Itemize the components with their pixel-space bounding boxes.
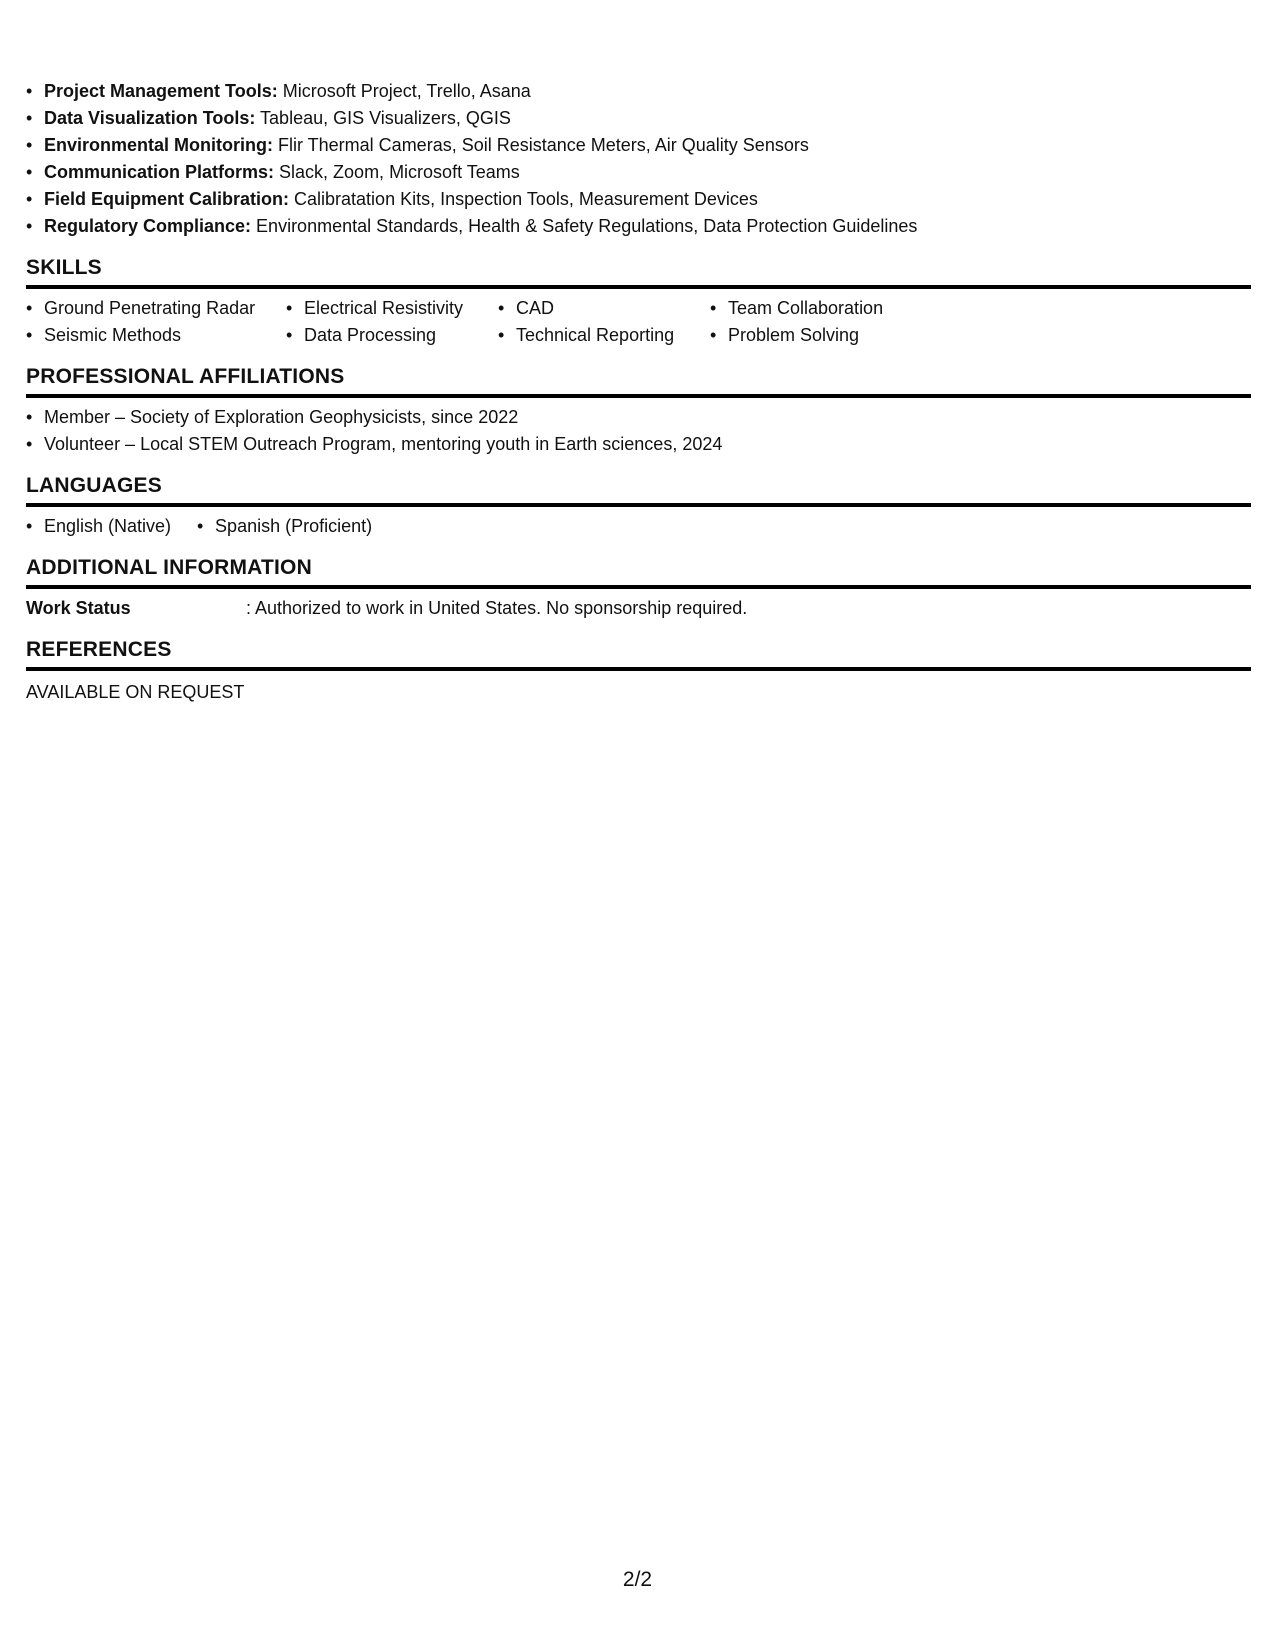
tool-category-label: Field Equipment Calibration: — [44, 189, 290, 209]
bullet-icon: • — [498, 298, 505, 318]
list-item — [26, 132, 1251, 159]
bullet-icon: • — [710, 298, 717, 318]
affiliations-section — [26, 363, 1251, 458]
affiliations-list — [26, 404, 1251, 458]
skill-label: CAD — [516, 298, 555, 318]
tool-category-label: Project Management Tools: — [44, 81, 278, 101]
skill-item — [498, 322, 710, 349]
list-item — [26, 404, 1251, 431]
skill-item — [498, 295, 710, 322]
bullet-icon: • — [710, 325, 717, 345]
tool-category-value: Slack, Zoom, Microsoft Teams — [274, 162, 520, 182]
skill-label: Team Collaboration — [728, 298, 884, 318]
tool-category-label: Environmental Monitoring: — [44, 135, 273, 155]
tool-category-label: Data Visualization Tools: — [44, 108, 256, 128]
bullet-icon: • — [26, 407, 33, 427]
tools-list — [26, 78, 1251, 240]
bullet-icon: • — [26, 325, 33, 345]
bullet-icon: • — [26, 108, 33, 128]
tool-category-value: Flir Thermal Cameras, Soil Resistance Meters, Air Quality Sensors — [273, 135, 809, 155]
list-item — [26, 431, 1251, 458]
bullet-icon: • — [286, 325, 293, 345]
languages-list — [26, 513, 1251, 540]
list-item — [26, 186, 1251, 213]
section-heading: REFERENCES — [26, 636, 1251, 671]
skill-label: Electrical Resistivity — [304, 298, 464, 318]
skill-item — [286, 295, 498, 322]
work-status-row — [26, 595, 1251, 622]
work-status-value: : Authorized to work in United States. No sponsorship required. — [246, 598, 748, 618]
skill-item — [710, 322, 970, 349]
bullet-icon: • — [197, 516, 204, 536]
skill-item — [286, 322, 498, 349]
bullet-icon: • — [26, 434, 33, 454]
additional-info-section — [26, 554, 1251, 622]
skill-label: Technical Reporting — [516, 325, 675, 345]
tool-category-value: Microsoft Project, Trello, Asana — [277, 81, 531, 101]
skills-grid — [26, 295, 1251, 349]
work-status-label: Work Status — [26, 598, 131, 618]
section-heading: ADDITIONAL INFORMATION — [26, 554, 1251, 589]
tool-category-value: Tableau, GIS Visualizers, QGIS — [255, 108, 511, 128]
bullet-icon: • — [26, 135, 33, 155]
language-label: English (Native) — [44, 516, 172, 536]
language-label: Spanish (Proficient) — [215, 516, 373, 536]
tool-category-value: Environmental Standards, Health & Safety Regulations, Data Protection Guidelines — [251, 216, 918, 236]
resume-page — [26, 78, 1251, 706]
language-item — [197, 513, 372, 540]
list-item — [26, 159, 1251, 186]
bullet-icon: • — [498, 325, 505, 345]
skill-item — [26, 322, 286, 349]
references-section — [26, 636, 1251, 706]
bullet-icon: • — [286, 298, 293, 318]
skill-item — [710, 295, 970, 322]
skill-label: Ground Penetrating Radar — [44, 298, 256, 318]
tool-category-label: Regulatory Compliance: — [44, 216, 252, 236]
section-heading: SKILLS — [26, 254, 1251, 289]
skill-label: Seismic Methods — [44, 325, 182, 345]
list-item — [26, 213, 1251, 240]
bullet-icon: • — [26, 189, 33, 209]
references-text: AVAILABLE ON REQUEST — [26, 682, 245, 702]
skills-section — [26, 254, 1251, 349]
section-heading: LANGUAGES — [26, 472, 1251, 507]
bullet-icon: • — [26, 298, 33, 318]
bullet-icon: • — [26, 162, 33, 182]
section-heading: PROFESSIONAL AFFILIATIONS — [26, 363, 1251, 398]
skill-label: Data Processing — [304, 325, 437, 345]
affiliation-text: Member – Society of Exploration Geophysicists, since 2022 — [44, 407, 519, 427]
skill-label: Problem Solving — [728, 325, 860, 345]
skill-item — [26, 295, 286, 322]
tool-category-label: Communication Platforms: — [44, 162, 275, 182]
list-item — [26, 105, 1251, 132]
languages-section — [26, 472, 1251, 540]
list-item — [26, 78, 1251, 105]
bullet-icon: • — [26, 81, 33, 101]
bullet-icon: • — [26, 516, 33, 536]
affiliation-text: Volunteer – Local STEM Outreach Program, mentoring youth in Earth sciences, 2024 — [44, 434, 723, 454]
page-number: 2/2 — [622, 1568, 653, 1591]
tool-category-value: Calibratation Kits, Inspection Tools, Measurement Devices — [289, 189, 758, 209]
language-item — [26, 513, 171, 540]
bullet-icon: • — [26, 216, 33, 236]
